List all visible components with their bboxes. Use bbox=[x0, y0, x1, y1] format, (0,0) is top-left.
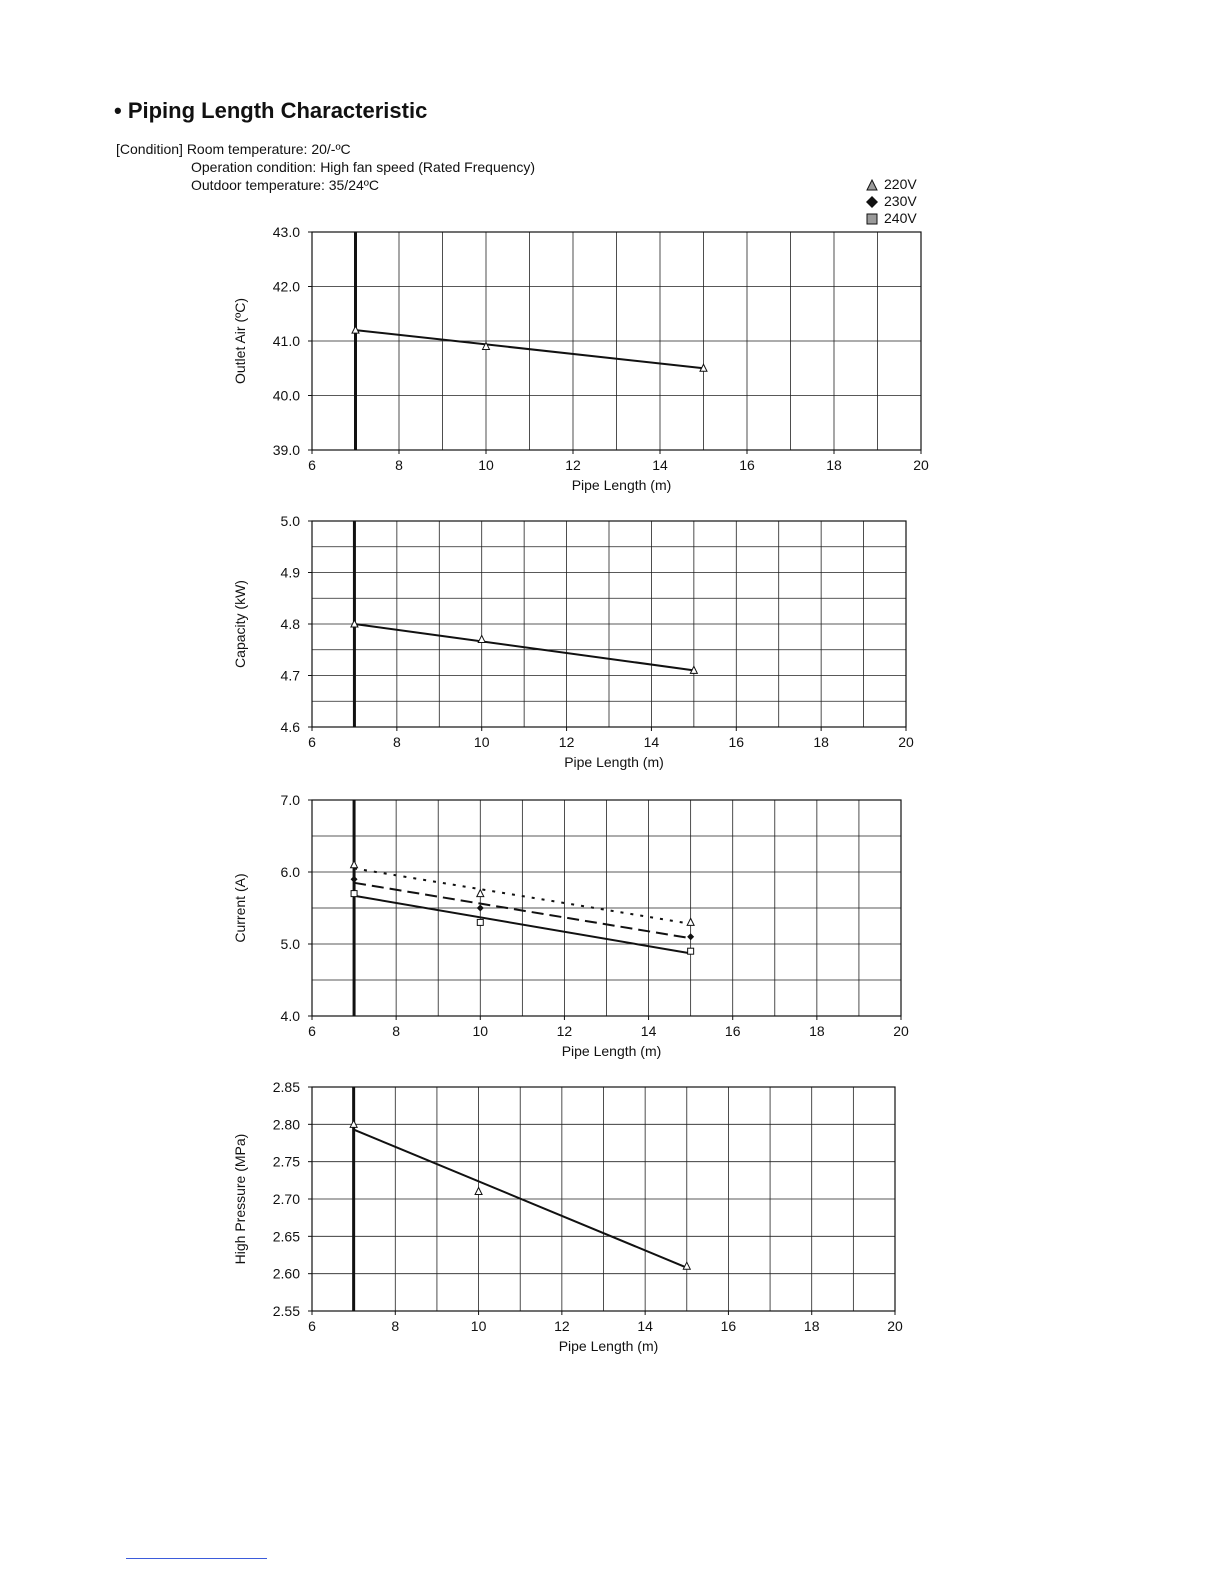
x-tick-label: 14 bbox=[637, 1318, 653, 1334]
x-tick-label: 10 bbox=[473, 734, 490, 750]
x-tick-label: 10 bbox=[478, 457, 494, 473]
data-point-diamond bbox=[477, 905, 484, 912]
x-tick-label: 20 bbox=[887, 1318, 903, 1334]
data-point-triangle bbox=[687, 918, 694, 925]
page-title: • Piping Length Characteristic bbox=[114, 98, 428, 123]
x-tick-label: 18 bbox=[803, 1318, 820, 1334]
x-tick-label: 14 bbox=[640, 1023, 657, 1039]
x-tick-label: 12 bbox=[556, 1023, 573, 1039]
x-tick-label: 8 bbox=[392, 734, 401, 750]
x-tick-label: 8 bbox=[392, 1023, 401, 1039]
y-tick-label: 4.9 bbox=[280, 564, 300, 581]
y-tick-label: 4.0 bbox=[280, 1008, 300, 1024]
x-tick-label: 14 bbox=[643, 734, 660, 750]
legend-item-220v bbox=[866, 176, 917, 193]
y-tick-label: 2.55 bbox=[272, 1303, 300, 1319]
x-tick-label: 6 bbox=[308, 457, 316, 473]
legend-label: 240V bbox=[884, 210, 917, 226]
y-tick-label: 7.0 bbox=[280, 792, 300, 808]
diamond-marker-icon bbox=[866, 196, 878, 208]
legend-label: 230V bbox=[884, 193, 917, 209]
data-point-triangle bbox=[351, 861, 358, 868]
x-tick-label: 6 bbox=[308, 1023, 316, 1039]
x-tick-label: 12 bbox=[554, 1318, 570, 1334]
x-tick-label: 10 bbox=[472, 1023, 489, 1039]
y-tick-label: 4.7 bbox=[280, 667, 300, 684]
condition-outdoor: Outdoor temperature: 35/24ºC bbox=[191, 177, 379, 193]
capacity-chart bbox=[0, 510, 1224, 780]
y-tick-label: 5.0 bbox=[280, 513, 300, 529]
x-tick-label: 10 bbox=[470, 1318, 487, 1334]
y-tick-label: 39.0 bbox=[272, 442, 300, 458]
y-tick-label: 42.0 bbox=[272, 278, 300, 295]
data-point-triangle bbox=[475, 1188, 482, 1195]
footer-divider bbox=[126, 1558, 267, 1559]
x-tick-label: 6 bbox=[308, 734, 316, 750]
y-tick-label: 4.6 bbox=[280, 719, 300, 735]
y-tick-label: 2.65 bbox=[272, 1228, 300, 1245]
y-tick-label: 2.80 bbox=[272, 1116, 300, 1133]
y-tick-label: 40.0 bbox=[272, 387, 300, 404]
x-tick-label: 6 bbox=[308, 1318, 316, 1334]
condition-room: [Condition] Room temperature: 20/-ºC bbox=[116, 141, 351, 157]
x-axis-label: Pipe Length (m) bbox=[564, 754, 664, 770]
x-tick-label: 8 bbox=[395, 457, 403, 473]
y-tick-label: 5.0 bbox=[280, 936, 300, 952]
y-tick-label: 41.0 bbox=[272, 333, 300, 349]
x-tick-label: 12 bbox=[558, 734, 575, 750]
y-tick-label: 6.0 bbox=[280, 864, 300, 880]
x-axis-label: Pipe Length (m) bbox=[558, 1338, 659, 1354]
x-tick-label: 8 bbox=[391, 1318, 400, 1334]
outlet-air-chart bbox=[0, 220, 1224, 520]
y-axis-label: High Pressure (MPa) bbox=[232, 1133, 248, 1265]
x-axis-label: Pipe Length (m) bbox=[561, 1043, 662, 1059]
y-tick-label: 2.85 bbox=[272, 1079, 300, 1095]
x-axis-label: Pipe Length (m) bbox=[571, 477, 672, 493]
data-point-triangle bbox=[477, 890, 484, 897]
x-tick-label: 16 bbox=[739, 457, 755, 473]
data-point-triangle bbox=[478, 635, 485, 642]
x-tick-label: 18 bbox=[809, 1023, 825, 1039]
data-point-diamond bbox=[687, 933, 694, 940]
data-point-square bbox=[351, 891, 357, 897]
y-axis-label: Capacity (kW) bbox=[232, 580, 248, 668]
y-tick-label: 2.75 bbox=[272, 1153, 300, 1170]
data-point-square bbox=[688, 948, 694, 954]
x-tick-label: 14 bbox=[652, 457, 668, 473]
condition-operation: Operation condition: High fan speed (Rated Frequency) bbox=[191, 159, 535, 175]
x-tick-label: 16 bbox=[728, 734, 745, 750]
x-tick-label: 16 bbox=[720, 1318, 737, 1334]
legend-label: 220V bbox=[884, 176, 917, 192]
y-tick-label: 2.70 bbox=[272, 1191, 300, 1207]
current-chart bbox=[0, 788, 1224, 1068]
x-tick-label: 20 bbox=[898, 734, 914, 750]
x-tick-label: 20 bbox=[893, 1023, 909, 1039]
triangle-marker-icon bbox=[866, 179, 878, 191]
high-pressure-chart bbox=[0, 1075, 1224, 1360]
y-tick-label: 43.0 bbox=[272, 224, 300, 240]
x-tick-label: 16 bbox=[724, 1023, 741, 1039]
y-axis-label: Current (A) bbox=[232, 873, 248, 943]
data-point-square bbox=[477, 919, 483, 925]
x-tick-label: 20 bbox=[913, 457, 929, 473]
y-tick-label: 2.60 bbox=[272, 1265, 300, 1282]
y-axis-label: Outlet Air (ºC) bbox=[232, 297, 248, 385]
x-tick-label: 18 bbox=[826, 457, 842, 473]
x-tick-label: 12 bbox=[565, 457, 581, 473]
data-point-diamond bbox=[351, 876, 358, 883]
y-tick-label: 4.8 bbox=[280, 616, 300, 632]
data-point-triangle bbox=[350, 1120, 357, 1127]
x-tick-label: 18 bbox=[813, 734, 829, 750]
legend-item-230v bbox=[866, 193, 917, 210]
